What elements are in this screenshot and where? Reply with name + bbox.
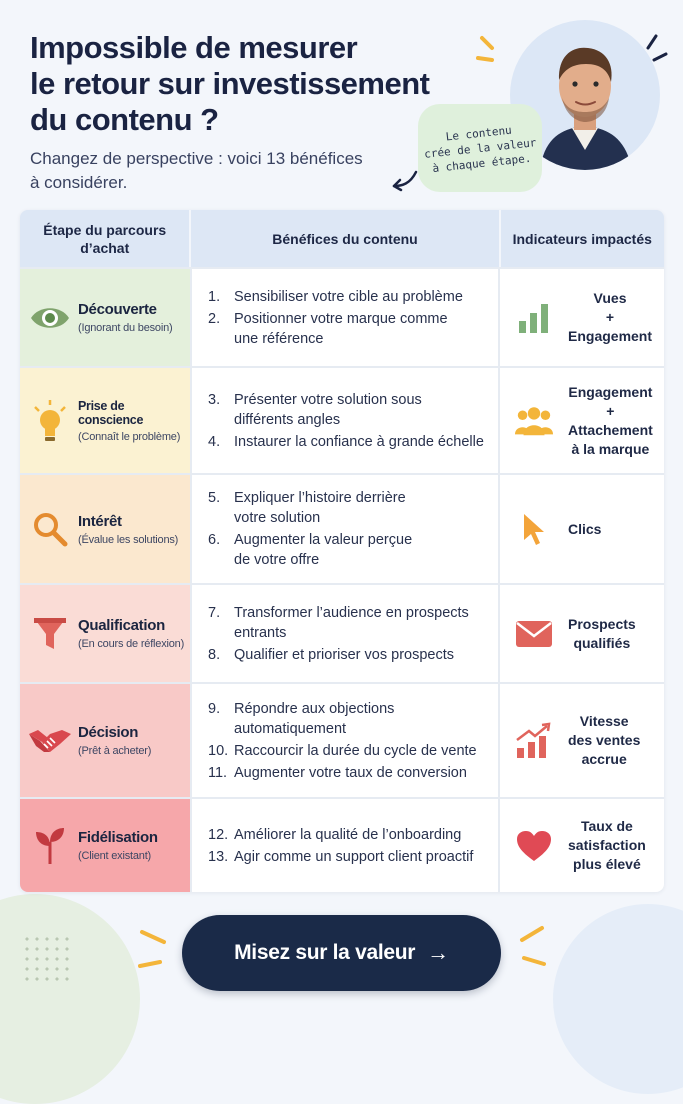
benefit-number: 2.	[208, 310, 221, 327]
benefits-cell	[192, 684, 498, 797]
list-item	[208, 309, 490, 349]
header-benefits: Bénéfices du contenu	[189, 210, 500, 267]
cursor-icon	[514, 509, 554, 549]
list-item	[208, 432, 490, 452]
cta-button[interactable]	[182, 915, 501, 991]
kpi-text: Engagement + Attachement à la marque	[568, 383, 653, 457]
kpi-text: Prospects qualifiés	[568, 615, 636, 651]
list-item	[208, 825, 490, 845]
kpi-cell	[500, 269, 664, 366]
benefit-number: 8.	[208, 646, 221, 663]
benefit-number: 5.	[208, 490, 221, 506]
decor-blob-right	[553, 904, 683, 1094]
stage-subtitle: (En cours de réflexion)	[78, 638, 185, 650]
benefit-text: Positionner votre marque comme une référence	[234, 310, 448, 347]
magnifier-icon	[28, 507, 72, 551]
stage-subtitle: (Prêt à acheter)	[78, 745, 152, 757]
header-stage: Étape du parcours d’achat	[43, 221, 167, 256]
list-item	[208, 699, 490, 739]
stage-name: Fidélisation	[78, 829, 158, 846]
kpi-text: Taux de satisfaction plus élevé	[568, 818, 646, 872]
stage-name: Intérêt	[78, 512, 122, 530]
curved-arrow-icon	[390, 168, 420, 192]
benefit-text: Sensibiliser votre cible au problème	[234, 288, 463, 305]
benefit-text: Améliorer la qualité de l’onboarding	[234, 826, 462, 843]
sparkle-icon	[476, 34, 508, 68]
table-row	[20, 585, 664, 682]
table-row	[20, 684, 664, 797]
stage-name: Prise de conscience	[78, 398, 144, 427]
benefit-number: 12.	[208, 826, 229, 843]
handshake-icon	[28, 719, 72, 763]
stage-cell	[20, 684, 190, 797]
eye-icon	[28, 296, 72, 340]
table-row	[20, 799, 664, 892]
table-row	[20, 368, 664, 473]
sprout-icon	[28, 824, 72, 868]
envelope-icon	[514, 614, 554, 654]
stage-cell	[20, 368, 190, 473]
benefits-cell	[192, 475, 498, 583]
benefits-cell	[192, 368, 498, 473]
table-header	[20, 210, 664, 267]
benefits-cell	[192, 799, 498, 892]
benefit-text: Augmenter la valeur perçue de votre offre	[234, 532, 413, 568]
growth-chart-icon	[514, 721, 554, 761]
sparkle-icon	[136, 926, 172, 976]
table-row	[20, 475, 664, 583]
list-item	[208, 847, 490, 867]
benefit-number: 4.	[208, 433, 221, 450]
sparkle-icon	[514, 924, 550, 974]
page-title: Impossible de mesurer le retour sur investissement du contenu ?	[30, 30, 430, 137]
list-item	[208, 390, 490, 430]
list-item	[208, 645, 490, 665]
benefit-number: 10.	[208, 742, 229, 759]
list-item	[208, 530, 490, 570]
list-item	[208, 488, 490, 528]
benefit-number: 11.	[208, 764, 228, 781]
list-item	[208, 763, 490, 783]
stage-subtitle: (Client existant)	[78, 850, 152, 862]
benefit-number: 6.	[208, 532, 221, 548]
quote-bubble	[418, 104, 542, 192]
stage-cell	[20, 799, 190, 892]
kpi-cell	[500, 799, 664, 892]
benefit-number: 1.	[208, 288, 221, 305]
lightbulb-icon	[28, 399, 72, 443]
cta-label: Misez sur la valeur	[234, 941, 416, 964]
benefit-text: Instaurer la confiance à grande échelle	[234, 433, 484, 450]
heart-icon	[514, 826, 554, 866]
benefits-cell	[192, 269, 498, 366]
benefit-text: Présenter votre solution sous différents angles	[234, 391, 422, 428]
stage-subtitle: (Évalue les solutions)	[78, 533, 179, 546]
stage-name: Découverte	[78, 301, 157, 318]
list-item	[208, 741, 490, 761]
decor-blob-left	[0, 894, 140, 1104]
benefit-text: Répondre aux objections automatiquement	[234, 700, 395, 737]
benefit-number: 9.	[208, 700, 221, 717]
stage-cell	[20, 585, 190, 682]
arrow-right-icon: →	[427, 940, 449, 965]
benefit-text: Qualifier et prioriser vos prospects	[234, 646, 454, 663]
benefit-number: 3.	[208, 391, 221, 408]
stage-subtitle: (Ignorant du besoin)	[78, 322, 173, 334]
funnel-table	[20, 210, 664, 892]
table-row	[20, 269, 664, 366]
bar-chart-icon	[514, 298, 554, 338]
kpi-text: Vitesse des ventes accrue	[568, 713, 641, 767]
stage-cell	[20, 475, 190, 583]
kpi-cell	[500, 368, 664, 473]
page-subtitle: Changez de perspective : voici 13 bénéfices à considérer.	[30, 149, 363, 192]
benefits-cell	[192, 585, 498, 682]
list-item	[208, 603, 490, 643]
kpi-cell	[500, 585, 664, 682]
stage-subtitle: (Connaît le problème)	[78, 430, 181, 443]
kpi-text: Vues + Engagement	[568, 290, 653, 344]
benefit-number: 13.	[208, 848, 229, 865]
list-item	[208, 287, 490, 307]
funnel-icon	[28, 612, 72, 656]
header-kpis: Indicateurs impactés	[512, 230, 652, 247]
benefit-text: Transformer l’audience en prospects entrants	[234, 604, 469, 641]
benefit-text: Augmenter votre taux de conversion	[234, 764, 467, 781]
audience-icon	[514, 401, 554, 441]
benefit-text: Agir comme un support client proactif	[234, 848, 474, 865]
benefit-text: Raccourcir la durée du cycle de vente	[234, 742, 477, 759]
benefit-number: 7.	[208, 604, 221, 621]
stage-cell	[20, 269, 190, 366]
benefit-text: Expliquer l’histoire derrière votre solution	[234, 490, 406, 526]
decor-dots	[22, 934, 72, 984]
stage-name: Qualification	[78, 617, 165, 634]
kpi-text: Clics	[568, 520, 602, 537]
kpi-cell	[500, 475, 664, 583]
stage-name: Décision	[78, 724, 139, 741]
kpi-cell	[500, 684, 664, 797]
quote-text: Le contenu crée de la valeur à chaque étape.	[423, 123, 537, 175]
